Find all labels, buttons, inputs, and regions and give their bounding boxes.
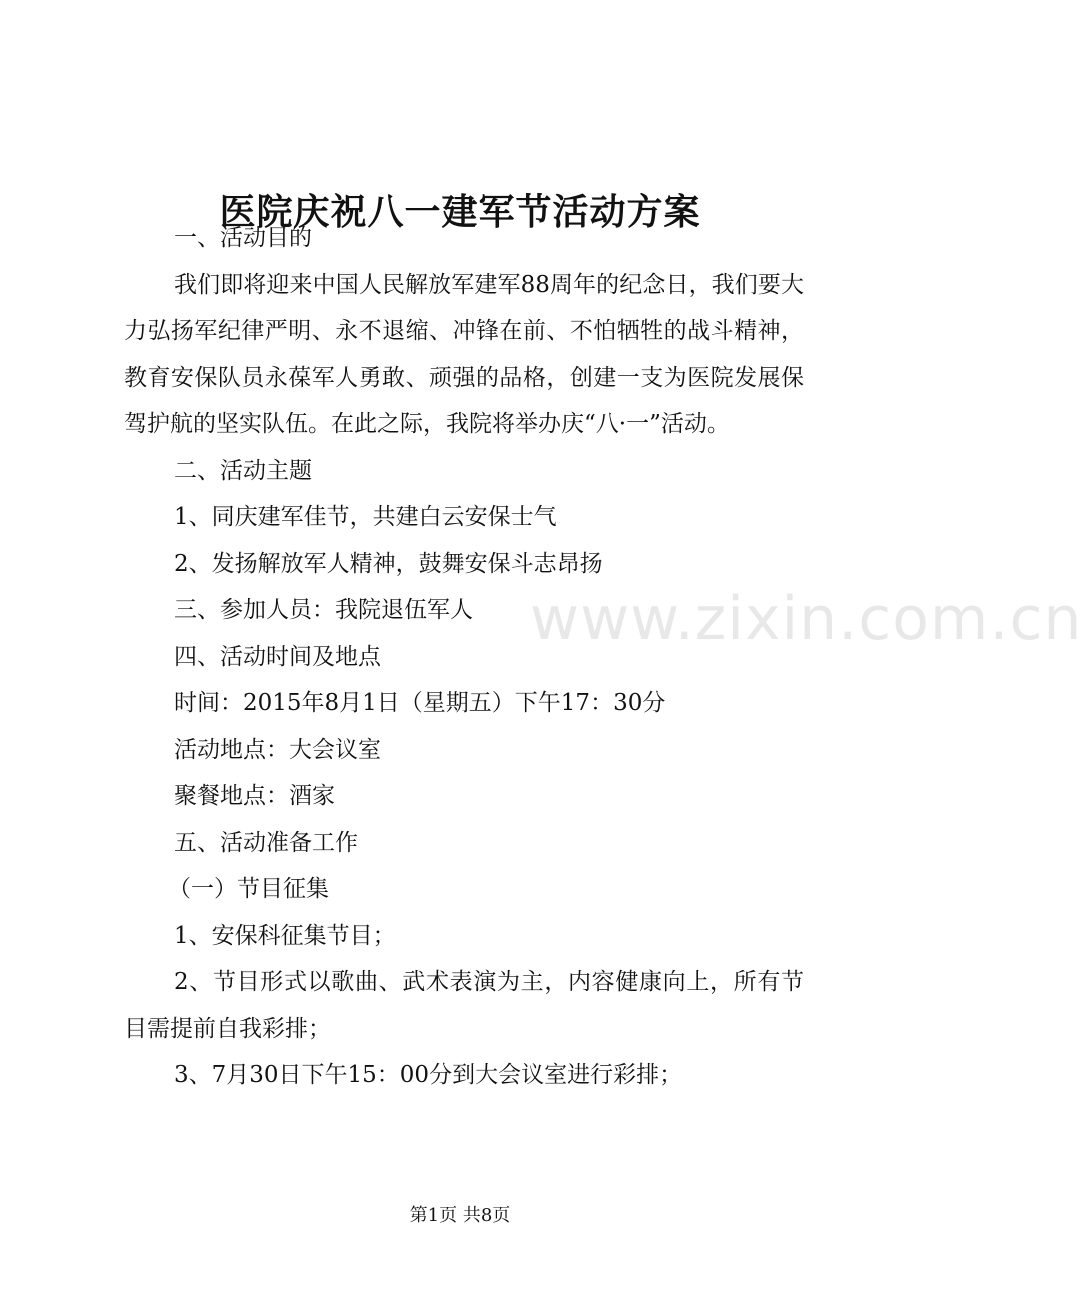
dinner-location: 聚餐地点：酒家 <box>174 783 335 809</box>
preparation-item-1: 1、安保科征集节目； <box>174 922 396 949</box>
document-body <box>124 215 804 1099</box>
document-title: 医院庆祝八一建军节活动方案 <box>219 191 701 234</box>
section-heading-theme: 二、活动主题 <box>174 457 312 484</box>
theme-item-1: 1、同庆建军佳节，共建白云安保士气 <box>174 504 557 530</box>
event-time: 时间：2015年8月1日（星期五）下午17：30分 <box>174 690 666 716</box>
paragraph-purpose: 我们即将迎来中国人民解放军建军88周年的纪念日，我们要大力弘扬军纪律严明、永不退缩、冲锋在前、不怕牺牲的战斗精神，教育安保队员永葆军人勇敢、顽强的品格，创建一支为医院发展保驾护航的坚实队伍。在此之际，我院将举办庆“八·一”活动。 <box>124 271 804 437</box>
section-heading-participants: 三、参加人员：我院退伍军人 <box>174 597 473 623</box>
theme-item-2: 2、发扬解放军人精神，鼓舞安保斗志昂扬 <box>174 550 603 577</box>
section-heading-time-place: 四、活动时间及地点 <box>174 643 381 670</box>
watermark: www.zixin.com.cn <box>530 584 1082 654</box>
section-heading-purpose: 一、活动目的 <box>174 225 312 251</box>
section-heading-preparation: 五、活动准备工作 <box>174 829 358 856</box>
preparation-item-2: 2、节目形式以歌曲、武术表演为主，内容健康向上，所有节目需提前自我彩排； <box>124 969 804 1042</box>
event-location: 活动地点：大会议室 <box>174 736 381 763</box>
page-footer: 第1页 共8页 <box>409 1205 511 1226</box>
preparation-item-3: 3、7月30日下午15：00分到大会议室进行彩排； <box>174 1062 683 1088</box>
subsection-heading-program: （一）节目征集 <box>168 876 329 902</box>
